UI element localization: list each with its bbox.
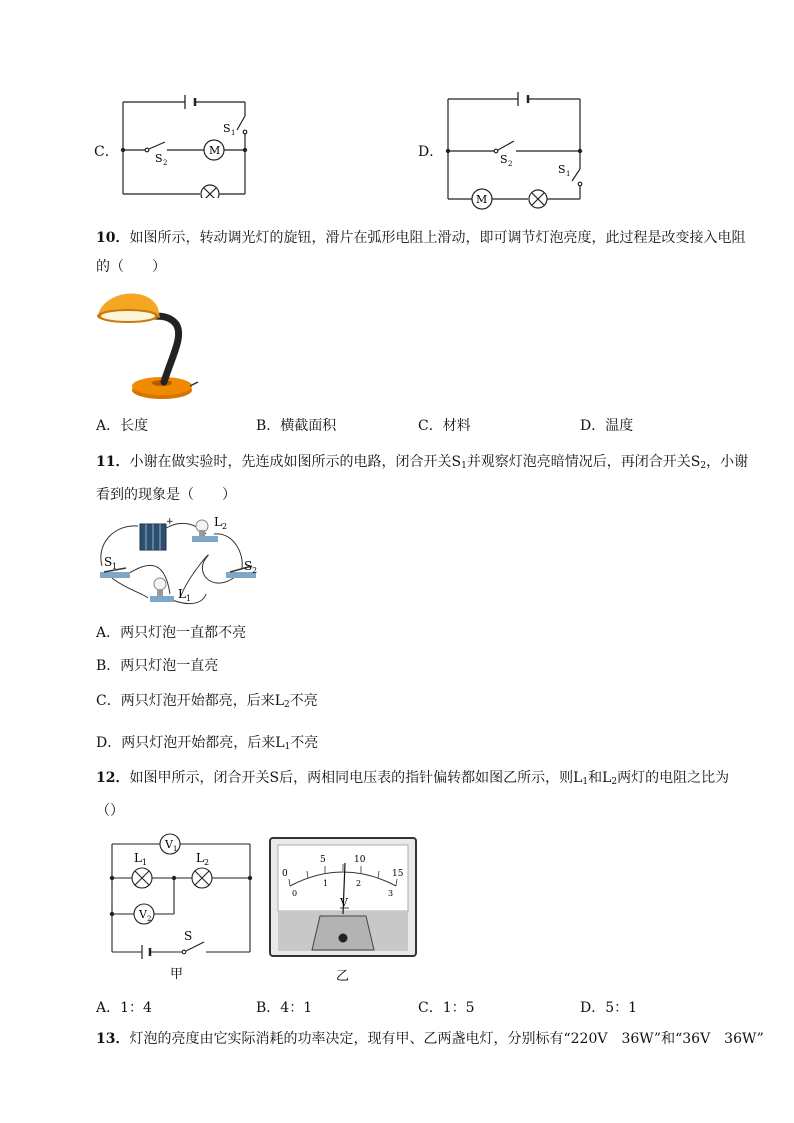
s1-label: S [558,163,566,176]
svg-text:0: 0 [292,889,298,898]
q12-option-b: B．4：1 [256,1000,313,1016]
svg-text:1: 1 [323,879,329,888]
q12-option-d: D．5：1 [580,1000,638,1016]
svg-text:S: S [184,929,193,943]
desk-lamp-image [92,286,202,401]
svg-text:S: S [244,559,253,573]
circuit-c-diagram [115,92,255,198]
s2-label: S [155,152,163,165]
q12-option-a: A．1：4 [96,1000,152,1016]
svg-text:V: V [139,908,147,921]
svg-text:1: 1 [142,858,148,867]
svg-text:V: V [165,838,173,851]
q10-option-c: C．材料 [418,418,471,434]
q12-voltmeter-yi [268,836,420,986]
svg-text:2: 2 [147,915,152,923]
svg-text:+: + [166,517,174,527]
q10-option-b: B．横截面积 [256,418,337,434]
question-12: 12．如图甲所示，闭合开关S后，两相同电压表的指针偏转都如图乙所示，则$L_1$和$L_2$两灯的电阻之比为 （） [96,770,730,819]
svg-text:2: 2 [204,858,210,867]
q11-option-b: B．两只灯泡一直亮 [96,658,219,674]
svg-text:2: 2 [356,879,362,888]
svg-text:L: L [134,851,142,865]
question-13 [96,1025,764,1054]
svg-text:3: 3 [388,889,394,898]
question-number: 12． [96,770,130,786]
s1-label: S [223,122,231,135]
s2-label: S [500,153,508,166]
svg-text:L: L [196,851,204,865]
svg-text:V: V [340,896,348,909]
q11-circuit-image [94,514,266,610]
question-number: 11． [96,454,130,470]
option-c-label: C． [94,144,119,160]
question-10 [96,224,756,282]
question-text: 如图所示，转动调光灯的旋钮，滑片在弧形电阻上滑动，即可调节灯泡亮度，此过程是改变接入电阻的（ ） [96,230,746,275]
s1-sub: 1 [566,170,571,178]
option-d-label: D． [418,144,444,160]
q10-option-a: A．长度 [96,418,149,434]
motor-label: M [209,144,221,157]
q12-option-c: C．1：5 [418,1000,475,1016]
q11-option-a: A．两只灯泡一直都不亮 [96,625,247,641]
q11-option-d: D．两只灯泡开始都亮，后来$L_1$不亮 [96,735,319,752]
svg-text:0: 0 [282,869,288,879]
svg-text:10: 10 [354,855,366,865]
svg-text:1: 1 [112,562,118,571]
q11-option-c: C．两只灯泡开始都亮，后来$L_2$不亮 [96,693,318,710]
s2-sub: 2 [508,160,513,168]
svg-text:乙: 乙 [336,969,350,984]
svg-text:甲: 甲 [170,967,184,982]
circuit-d-diagram [440,89,588,211]
svg-text:1: 1 [173,845,178,853]
svg-text:5: 5 [320,855,326,865]
q12-circuit-jia [104,830,264,982]
svg-text:15: 15 [392,869,404,879]
svg-text:S: S [104,555,113,569]
svg-text:L: L [214,515,222,529]
question-11: 11．小谢在做实验时，先连成如图所示的电路，闭合开关$S_1$并观察灯泡亮暗情况后，再闭合开关$S_2$，小谢看到的现象是（ ） [96,454,749,503]
s1-sub: 1 [231,129,236,137]
s2-sub: 2 [163,159,168,167]
svg-text:L: L [178,587,186,601]
question-number: 10． [96,230,130,246]
svg-text:1: 1 [186,594,192,603]
question-text: 灯泡的亮度由它实际消耗的功率决定，现有甲、乙两盏电灯，分别标有“220V 36W”和“36V 36W” [129,1031,764,1047]
motor-label: M [476,193,488,206]
svg-text:2: 2 [222,522,228,531]
q10-option-d: D．温度 [580,418,634,434]
svg-text:2: 2 [252,566,258,575]
question-number: 13． [96,1031,130,1047]
